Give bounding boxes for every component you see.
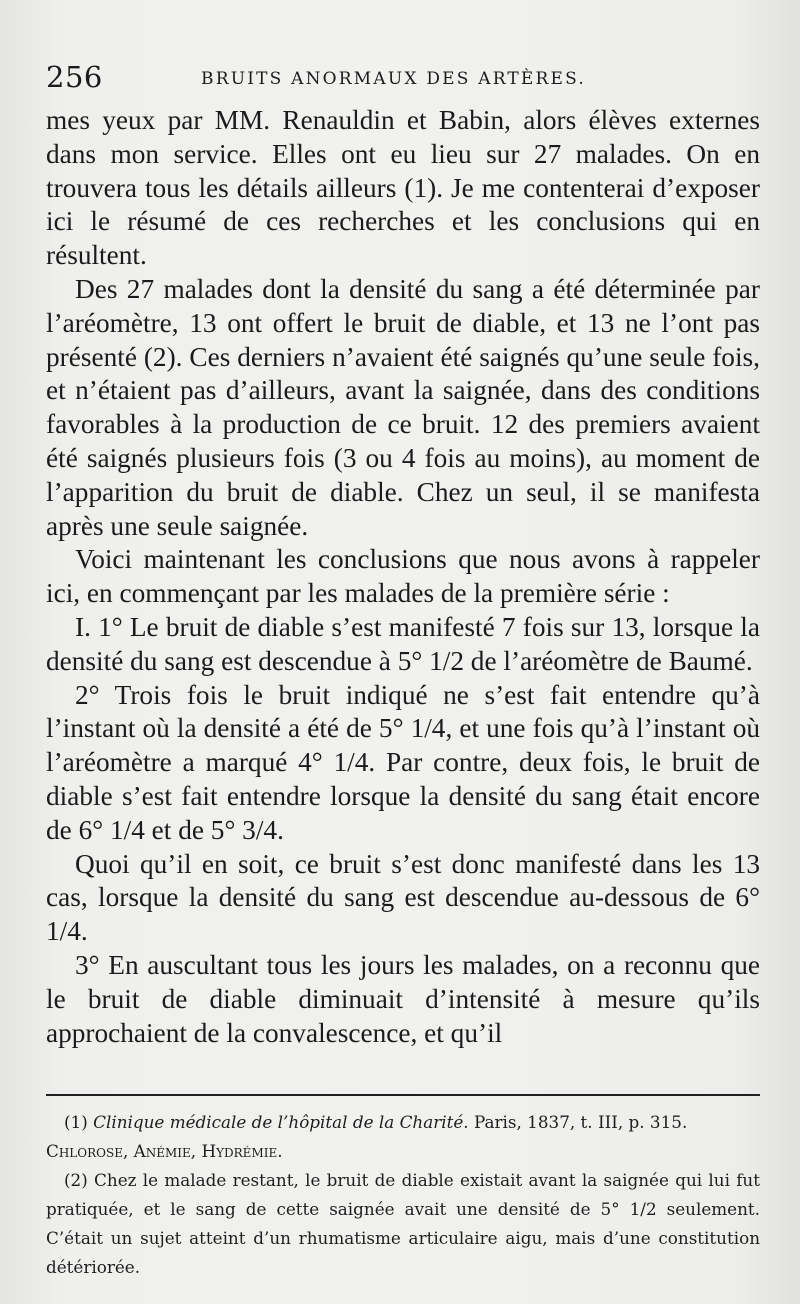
footnote-rule [46, 1094, 760, 1096]
footnotes [46, 1108, 760, 1282]
paragraph-conclusions-intro: Voici maintenant les conclusions que nous avons à rappeler ici, en commençant par les malades de la première série : [46, 544, 760, 609]
paragraph-conclusion-3: 3° En auscultant tous les jours les malades, on a reconnu que le bruit de diable diminuait d’intensité à mesure qu’ils approchaient de la convalescence, et qu’il [46, 949, 760, 1048]
running-title: BRUITS ANORMAUX DES ARTÈRES. [201, 69, 586, 89]
paragraph-continuation: mes yeux par MM. Renauldin et Babin, alors élèves externes dans mon service. Elles ont eu lieu sur 27 malades. On en trouvera tous les détails ailleurs (1). Je me contenterai d’exposer ici le résumé de ces recherches et les conclusions qui en résultent. [46, 105, 760, 271]
paragraph-summary: Quoi qu’il en soit, ce bruit s’est donc manifesté dans les 13 cas, lorsque la densité du sang est descendue au-dessous de 6° 1/4. [46, 848, 760, 947]
footnote-2: (2) Chez le malade restant, le bruit de diable existait avant la saignée qui lui fut pratiquée, et le sang de cette saignée avait une densité de 5° 1/2 seulement. C’était un sujet atteint d’un rhumatisme articulaire aigu, mais d’une constitution détériorée. [46, 1170, 760, 1277]
footnote-1 [46, 1108, 760, 1137]
footnote-1-subtitle: Chlorose, Anémie, Hydrémie. [46, 1141, 283, 1161]
paragraph-densite: Des 27 malades dont la densité du sang a été déterminée par l’aréomètre, 13 ont offert le bruit de diable, et 13 ne l’ont pas présenté (2). Ces derniers n’avaient été saignés qu’une seule fois, et n’étaient pas d’ailleurs, avant la saignée, dans des conditions favorables à la production de ce bruit. 12 des premiers avaient été saignés plusieurs fois (3 ou 4 fois au moins), au moment de l’apparition du bruit de diable. Chez un seul, il se manifesta après une seule saignée. [46, 273, 760, 541]
paragraph-conclusion-1: I. 1° Le bruit de diable s’est manifesté 7 fois sur 13, lorsque la densité du sang est descendue à 5° 1/2 de l’aréomètre de Baumé. [46, 611, 760, 676]
footnote-1-marker: (1) [64, 1112, 88, 1132]
page-header [46, 54, 760, 104]
footnote-1-reference: Paris, 1837, t. III, p. 315. [473, 1112, 688, 1132]
page-number: 256 [46, 60, 103, 94]
paragraph-conclusion-2: 2° Trois fois le bruit indiqué ne s’est fait entendre qu’à l’instant où la densité a été de 5° 1/4, et une fois qu’à l’instant où l’aréomètre a marqué 4° 1/4. Par contre, deux fois, le bruit de diable s’est fait entendre lorsque la densité du sang était encore de 6° 1/4 et de 5° 3/4. [46, 679, 760, 845]
body-text [46, 104, 760, 1050]
footnote-1-citation: Clinique médicale de l’hôpital de la Charité. [93, 1112, 469, 1132]
